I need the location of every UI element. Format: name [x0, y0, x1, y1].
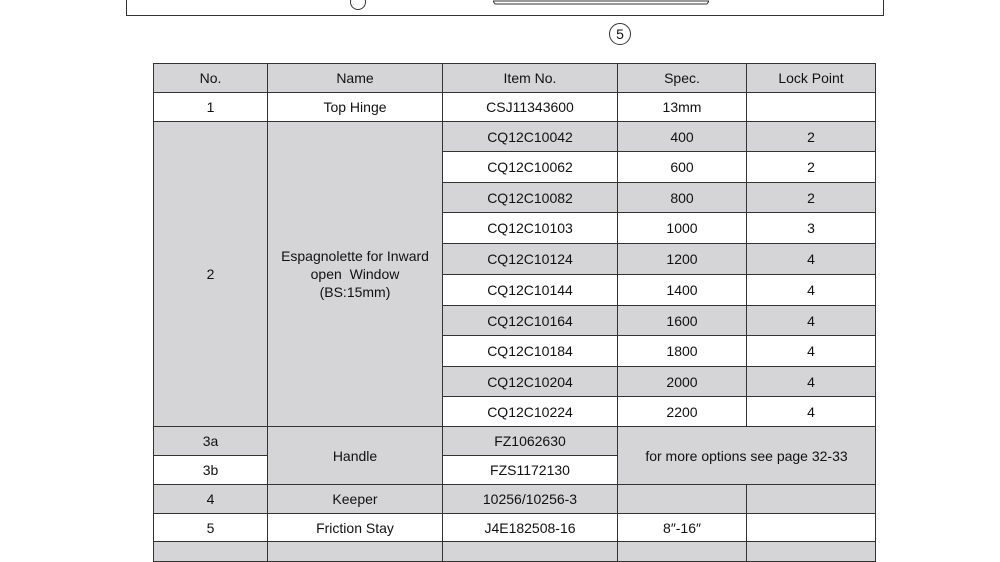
- cell-no: 2: [154, 122, 268, 427]
- cell-spec: 800: [618, 183, 747, 213]
- cell-name: Handle: [268, 427, 443, 485]
- header-spec: Spec.: [618, 64, 747, 93]
- cell-item-no: CSJ11343600: [443, 93, 618, 122]
- cell-no: 3b: [154, 456, 268, 485]
- table-row: [154, 485, 876, 514]
- cell-lock-point: 4: [747, 367, 876, 397]
- cell-lock-point: 4: [747, 336, 876, 367]
- cell-empty: [618, 542, 747, 562]
- cell-empty: [268, 542, 443, 562]
- name-line: open Window: [310, 266, 400, 282]
- cell-spec: [618, 485, 747, 514]
- cell-spec: 2200: [618, 397, 747, 427]
- cell-lock-point: [747, 485, 876, 514]
- cell-item-no: CQ12C10124: [443, 244, 618, 275]
- cell-item-no: CQ12C10062: [443, 152, 618, 183]
- cell-lock-point: 4: [747, 397, 876, 427]
- cell-item-no: CQ12C10204: [443, 367, 618, 397]
- cell-spec: 600: [618, 152, 747, 183]
- cell-lock-point: 4: [747, 275, 876, 306]
- cell-empty: [154, 542, 268, 562]
- cell-spec: 1800: [618, 336, 747, 367]
- cell-spec: 1000: [618, 213, 747, 244]
- cell-item-no: CQ12C10144: [443, 275, 618, 306]
- cell-item-no: CQ12C10164: [443, 306, 618, 336]
- cell-name: Friction Stay: [268, 514, 443, 542]
- cell-lock-point: 2: [747, 152, 876, 183]
- header-lock-point: Lock Point: [747, 64, 876, 93]
- callout-number-5: 5: [609, 23, 631, 45]
- cell-item-no: CQ12C10042: [443, 122, 618, 152]
- cell-item-no: CQ12C10224: [443, 397, 618, 427]
- cell-spec: 13mm: [618, 93, 747, 122]
- cell-spec: 1600: [618, 306, 747, 336]
- header-name: Name: [268, 64, 443, 93]
- name-line: Espagnolette for Inward: [281, 248, 429, 264]
- cell-name: Keeper: [268, 485, 443, 514]
- table-row: [154, 514, 876, 542]
- cell-no: 4: [154, 485, 268, 514]
- cell-lock-point: 4: [747, 244, 876, 275]
- cell-lock-point: [747, 93, 876, 122]
- parts-table: [153, 63, 876, 562]
- cell-lock-point: 4: [747, 306, 876, 336]
- table-row-partial: [154, 542, 876, 562]
- cell-spec: 1200: [618, 244, 747, 275]
- cell-item-no: J4E182508-16: [443, 514, 618, 542]
- cell-item-no: CQ12C10184: [443, 336, 618, 367]
- cell-empty: [747, 542, 876, 562]
- cell-lock-point: 3: [747, 213, 876, 244]
- cell-spec: 8″-16″: [618, 514, 747, 542]
- table-row: [154, 122, 876, 152]
- cell-empty: [443, 542, 618, 562]
- cell-lock-point: [747, 514, 876, 542]
- cell-item-no: CQ12C10082: [443, 183, 618, 213]
- cell-item-no: CQ12C10103: [443, 213, 618, 244]
- table-row: [154, 427, 876, 456]
- cell-lock-point: 2: [747, 122, 876, 152]
- cell-no: 5: [154, 514, 268, 542]
- friction-stay-sketch: [493, 0, 709, 6]
- cell-no: 1: [154, 93, 268, 122]
- cell-spec: 400: [618, 122, 747, 152]
- cell-no: 3a: [154, 427, 268, 456]
- table-row: [154, 93, 876, 122]
- cell-item-no: FZ1062630: [443, 427, 618, 456]
- name-line: (BS:15mm): [319, 284, 391, 300]
- cell-name: Top Hinge: [268, 93, 443, 122]
- cell-spec: 2000: [618, 367, 747, 397]
- cell-item-no: 10256/10256-3: [443, 485, 618, 514]
- cell-item-no: FZS1172130: [443, 456, 618, 485]
- cell-spec: 1400: [618, 275, 747, 306]
- header-item-no: Item No.: [443, 64, 618, 93]
- cell-name-espagnolette: [268, 122, 443, 427]
- cell-note: for more options see page 32-33: [618, 427, 876, 485]
- cell-lock-point: 2: [747, 183, 876, 213]
- header-no: No.: [154, 64, 268, 93]
- table-header-row: [154, 64, 876, 93]
